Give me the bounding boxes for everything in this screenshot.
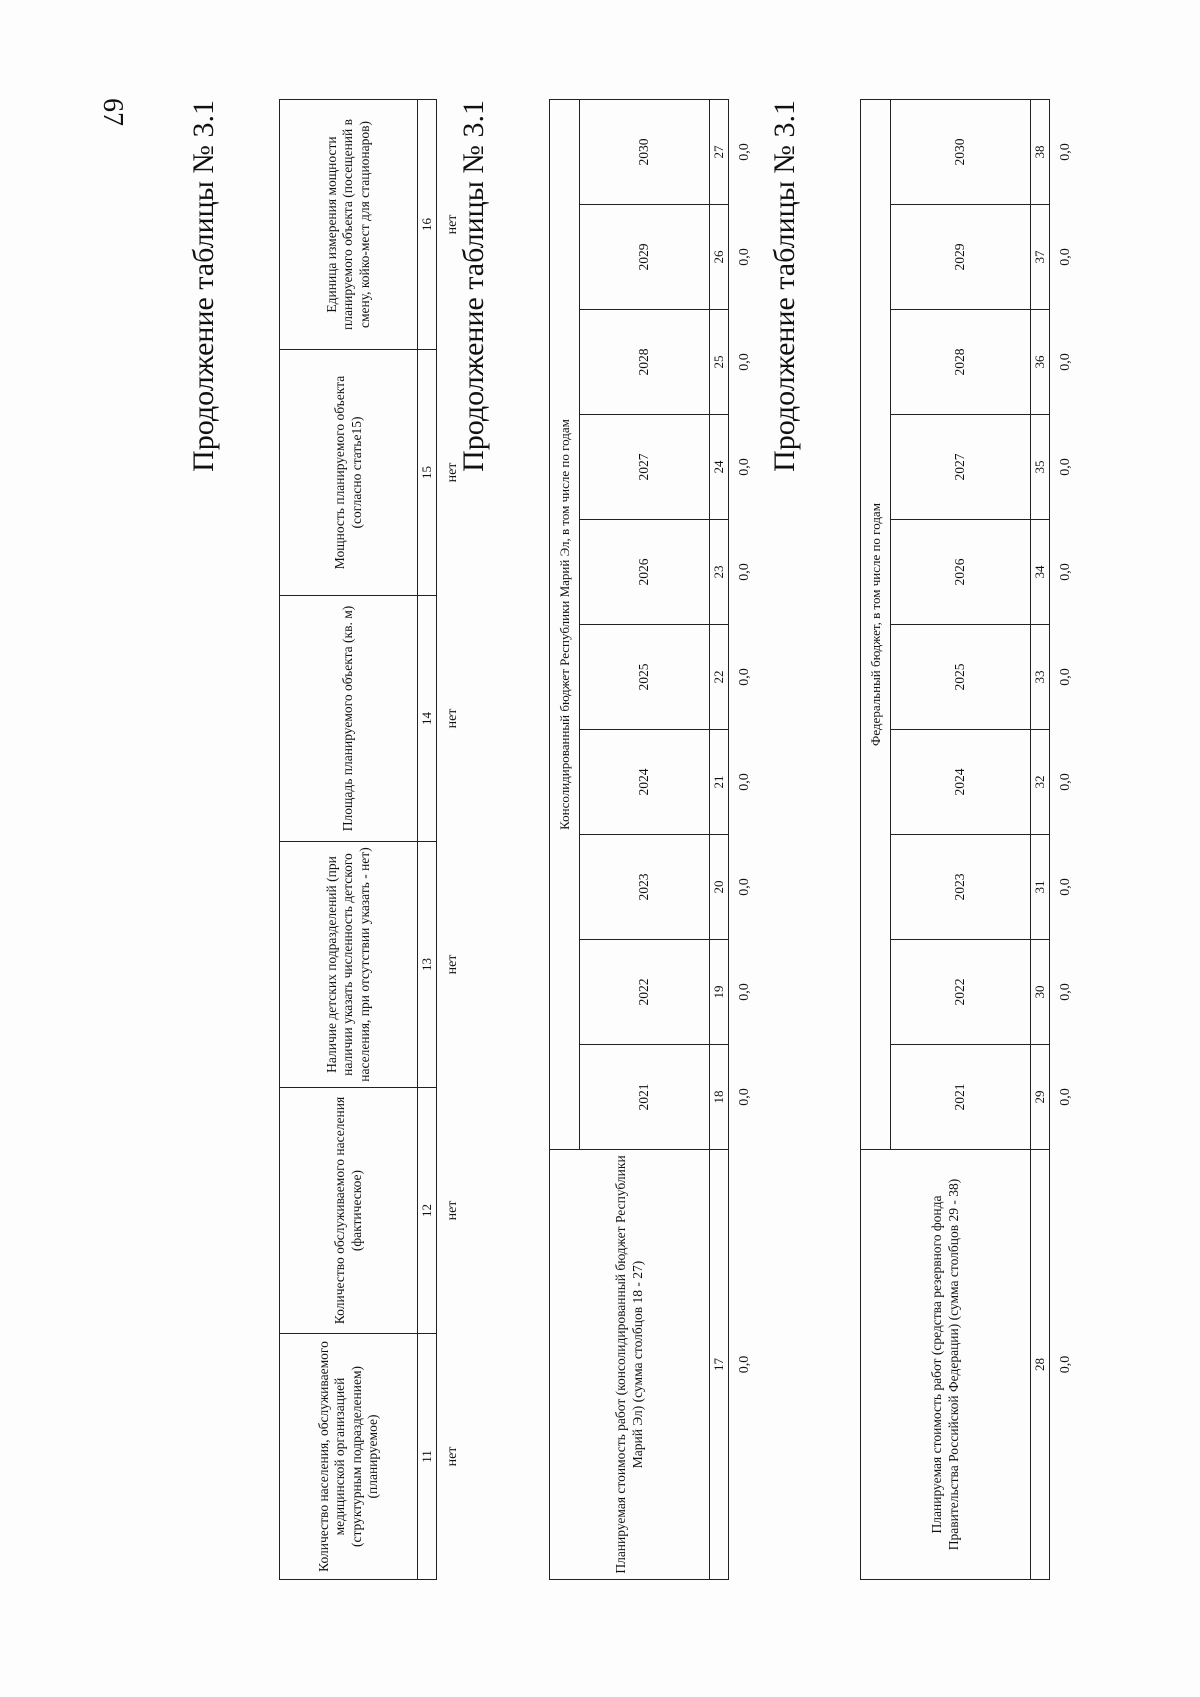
year-cell: 2025 bbox=[891, 625, 1031, 730]
value-cell: 0,0 bbox=[1057, 983, 1073, 1001]
year-cell: 2021 bbox=[580, 1045, 710, 1150]
column-number: 29 bbox=[1031, 1045, 1050, 1150]
year-cell: 2029 bbox=[580, 205, 710, 310]
header-cell: Единица измерения мощности планируемого объекта (посещений в смену, койко-мест для стационаров) bbox=[280, 100, 418, 350]
value-cell: 0,0 bbox=[736, 1355, 752, 1374]
column-number-row bbox=[710, 100, 729, 1580]
column-number: 35 bbox=[1031, 415, 1050, 520]
column-number: 17 bbox=[710, 1150, 729, 1580]
year-cell: 2022 bbox=[580, 940, 710, 1045]
section-2 bbox=[457, 99, 758, 1580]
year-cell: 2024 bbox=[891, 730, 1031, 835]
column-number: 33 bbox=[1031, 625, 1050, 730]
value-cell: нет bbox=[444, 462, 460, 483]
value-cell: 0,0 bbox=[1057, 143, 1073, 161]
header-cell: Площадь планируемого объекта (кв. м) bbox=[280, 596, 418, 842]
year-cell: 2030 bbox=[891, 100, 1031, 205]
column-number: 18 bbox=[710, 1045, 729, 1150]
column-number: 28 bbox=[1031, 1150, 1050, 1580]
year-cell: 2021 bbox=[891, 1045, 1031, 1150]
value-row bbox=[1049, 100, 1079, 1580]
value-row bbox=[728, 100, 758, 1580]
year-cell: 2029 bbox=[891, 205, 1031, 310]
year-cell: 2026 bbox=[891, 520, 1031, 625]
main-header-cell: Планируемая стоимость работ (консолидированный бюджет Республики Марий Эл) (сумма столбцов 18 - 27) bbox=[550, 1150, 710, 1580]
value-cell: нет bbox=[444, 214, 460, 235]
header-cell: Количество обслуживаемого населения (фактическое) bbox=[280, 1088, 418, 1334]
year-cell: 2026 bbox=[580, 520, 710, 625]
value-cell: 0,0 bbox=[736, 353, 752, 371]
column-number: 37 bbox=[1031, 205, 1050, 310]
value-cell: 0,0 bbox=[1057, 773, 1073, 791]
caption-3: Продолжение таблицы № 3.1 bbox=[768, 100, 801, 472]
header-cell: Наличие детских подразделений (при наличии указать численность детского населения, при отсутствии указать - нет) bbox=[280, 842, 418, 1088]
column-number: 32 bbox=[1031, 730, 1050, 835]
year-cell: 2030 bbox=[580, 100, 710, 205]
value-cell: 0,0 bbox=[736, 878, 752, 896]
column-number: 21 bbox=[710, 730, 729, 835]
value-cell: 0,0 bbox=[736, 563, 752, 581]
column-number-row bbox=[418, 100, 437, 1580]
value-cell: 0,0 bbox=[1057, 878, 1073, 896]
group-header-cell: Федеральный бюджет, в том числе по годам bbox=[861, 100, 891, 1150]
section-3 bbox=[768, 99, 1079, 1580]
year-cell: 2028 bbox=[891, 310, 1031, 415]
value-cell: 0,0 bbox=[1057, 248, 1073, 266]
value-cell: 0,0 bbox=[736, 458, 752, 476]
column-number: 23 bbox=[710, 520, 729, 625]
value-cell: нет bbox=[444, 708, 460, 729]
value-cell: 0,0 bbox=[1057, 668, 1073, 686]
header-cell: Количество населения, обслуживаемого медицинской организацией (структурным подразделением) (планируемое) bbox=[280, 1334, 418, 1580]
column-number: 22 bbox=[710, 625, 729, 730]
group-header-row bbox=[550, 100, 580, 1580]
caption-1: Продолжение таблицы № 3.1 bbox=[187, 100, 220, 472]
year-cell: 2023 bbox=[891, 835, 1031, 940]
column-number: 38 bbox=[1031, 100, 1050, 205]
value-cell: нет bbox=[444, 1446, 460, 1467]
year-cell: 2027 bbox=[580, 415, 710, 520]
value-cell: 0,0 bbox=[736, 248, 752, 266]
year-cell: 2022 bbox=[891, 940, 1031, 1045]
column-number: 36 bbox=[1031, 310, 1050, 415]
table-3 bbox=[860, 99, 1079, 1580]
header-row bbox=[280, 100, 418, 1580]
year-cell: 2023 bbox=[580, 835, 710, 940]
table-1 bbox=[279, 99, 466, 1580]
column-number: 20 bbox=[710, 835, 729, 940]
table-2 bbox=[549, 99, 758, 1580]
section-1 bbox=[187, 99, 466, 1580]
value-cell: 0,0 bbox=[736, 143, 752, 161]
header-cell: Мощность планируемого объекта (согласно статье15) bbox=[280, 350, 418, 596]
column-number: 12 bbox=[418, 1088, 437, 1334]
value-cell: 0,0 bbox=[1057, 458, 1073, 476]
column-number: 27 bbox=[710, 100, 729, 205]
column-number: 16 bbox=[418, 100, 437, 350]
column-number: 14 bbox=[418, 596, 437, 842]
year-cell: 2024 bbox=[580, 730, 710, 835]
column-number: 25 bbox=[710, 310, 729, 415]
year-cell: 2025 bbox=[580, 625, 710, 730]
column-number: 11 bbox=[418, 1334, 437, 1580]
column-number: 19 bbox=[710, 940, 729, 1045]
column-number: 26 bbox=[710, 205, 729, 310]
group-header-row bbox=[861, 100, 891, 1580]
year-cell: 2027 bbox=[891, 415, 1031, 520]
group-header-cell: Консолидированный бюджет Республики Марий Эл, в том числе по годам bbox=[550, 100, 580, 1150]
value-cell: 0,0 bbox=[736, 1088, 752, 1106]
main-header-cell: Планируемая стоимость работ (средства резервного фонда Правительства Российской Федерации) (сумма столбцов 29 - 38) bbox=[861, 1150, 1031, 1580]
column-number: 30 bbox=[1031, 940, 1050, 1045]
year-cell: 2028 bbox=[580, 310, 710, 415]
value-cell: 0,0 bbox=[736, 668, 752, 686]
value-cell: нет bbox=[444, 954, 460, 975]
column-number: 13 bbox=[418, 842, 437, 1088]
caption-2: Продолжение таблицы № 3.1 bbox=[457, 100, 490, 472]
value-cell: 0,0 bbox=[1057, 1088, 1073, 1106]
value-cell: 0,0 bbox=[1057, 563, 1073, 581]
value-cell: 0,0 bbox=[736, 773, 752, 791]
column-number: 15 bbox=[418, 350, 437, 596]
column-number-row bbox=[1031, 100, 1050, 1580]
column-number: 34 bbox=[1031, 520, 1050, 625]
value-cell: 0,0 bbox=[1057, 353, 1073, 371]
column-number: 31 bbox=[1031, 835, 1050, 940]
value-cell: 0,0 bbox=[1057, 1355, 1073, 1374]
column-number: 24 bbox=[710, 415, 729, 520]
value-cell: 0,0 bbox=[736, 983, 752, 1001]
page-number: 67 bbox=[97, 98, 128, 126]
value-cell: нет bbox=[444, 1200, 460, 1221]
